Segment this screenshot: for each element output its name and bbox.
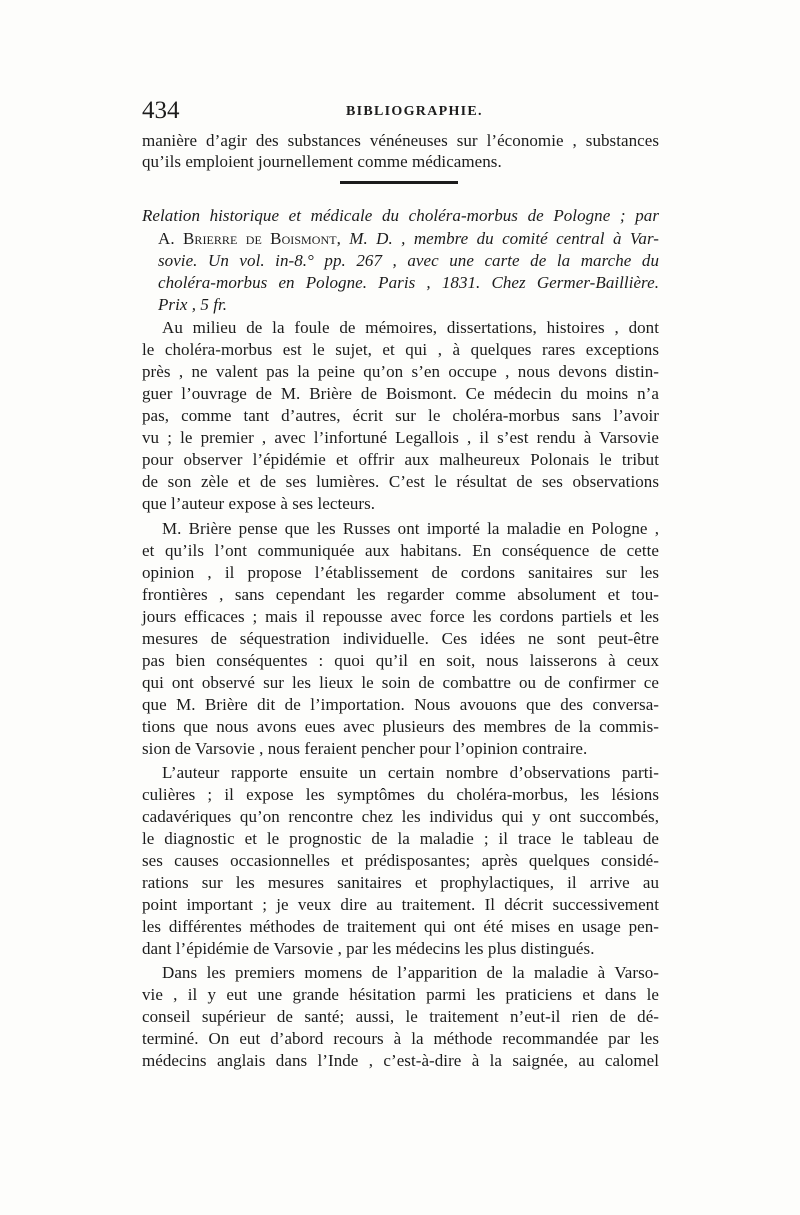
body-line: pas, comme tant d’autres, écrit sur le choléra-morbus sans l’avoir [142,406,659,425]
body-line: tions que nous avons eues avec plusieurs des membres de la commis- [142,717,659,736]
page-number: 434 [142,97,180,124]
body-line: culières ; il expose les symptômes du choléra-morbus, les lésions [142,785,659,804]
body-line: les différentes méthodes de traitement qui ont été mises en usage pen- [142,917,659,936]
body-line: L’auteur rapporte ensuite un certain nombre d’observations parti- [162,763,659,782]
citation-publisher-line: choléra-morbus en Pologne. Paris , 1831. Chez Germer-Baillière. [158,273,659,292]
body-line: point important ; je veux dire au traitement. Il décrit successivement [142,895,659,914]
body-line: pour observer l’épidémie et offrir aux malheureux Polonais le tribut [142,450,659,469]
body-line: sion de Varsovie , nous feraient pencher pour l’opinion contraire. [142,739,588,758]
body-line: près , ne valent pas la peine qu’on s’en occupe , nous devons distin- [142,362,659,381]
body-line: que l’auteur expose à ses lecteurs. [142,494,376,513]
citation-author: A. Brierre de Boismont, [158,229,341,248]
running-head: BIBLIOGRAPHIE. [346,104,483,119]
page-header [142,96,667,126]
body-line: guer l’ouvrage de M. Brière de Boismont. Ce médecin du moins n’a [142,384,659,403]
body-line: de son zèle et de ses lumières. C’est le résultat de ses observations [142,472,659,491]
body-line: vie , il y eut une grande hésitation parmi les praticiens et dans le [142,985,659,1004]
citation-author-rest: M. D. , membre du comité central à Var- [340,229,659,248]
body-line: que M. Brière dit de l’importation. Nous avouons que des conversa- [142,695,659,714]
body-line: cadavériques qu’on rencontre chez les individus qui y ont succombés, [142,807,659,826]
body-line: mesures de séquestration individuelle. Ces idées ne sont peut-être [142,629,659,648]
citation-price-line: Prix , 5 fr. [158,295,228,314]
body-line: conseil supérieur de santé; aussi, le traitement n’eut-il rien de dé- [142,1007,659,1026]
body-line: Dans les premiers momens de l’apparition de la maladie à Varso- [162,963,659,982]
body-line: Au milieu de la foule de mémoires, dissertations, histoires , dont [162,318,659,337]
body-line: frontières , sans cependant les regarder comme absolument et tou- [142,585,659,604]
citation-details-line: sovie. Un vol. in-8.° pp. 267 , avec une carte de la marche du [158,251,659,270]
body-line: M. Brière pense que les Russes ont importé la maladie en Pologne , [162,519,659,538]
body-line: médecins anglais dans l’Inde , c’est-à-dire à la saignée, au calomel [142,1051,659,1070]
body-line: pas bien conséquentes : quoi qu’il en soit, nous laisserons à ceux [142,651,659,670]
body-line: ses causes occasionnelles et prédisposantes; après quelques considé- [142,851,659,870]
prev-section-line: manière d’agir des substances vénéneuses sur l’économie , substances [142,131,659,150]
prev-section-line: qu’ils emploient journellement comme médicamens. [142,152,502,171]
body-line: opinion , il propose l’établissement de cordons sanitaires sur les [142,563,659,582]
body-line: dant l’épidémie de Varsovie , par les médecins les plus distingués. [142,939,595,958]
section-divider [340,181,458,184]
body-line: vu ; le premier , avec l’infortuné Legallois , il s’est rendu à Varsovie [142,428,659,447]
body-line: terminé. On eut d’abord recours à la méthode recommandée par les [142,1029,659,1048]
body-line: qui ont observé sur les lieux le soin de combattre ou de confirmer ce [142,673,659,692]
body-line: le diagnostic et le prognostic de la maladie ; il trace le tableau de [142,829,659,848]
citation-author-line [158,228,659,250]
body-line: jours efficaces ; mais il repousse avec force les cordons partiels et les [142,607,659,626]
citation-title-line: Relation historique et médicale du choléra-morbus de Pologne ; par [142,206,659,225]
body-line: rations sur les mesures sanitaires et prophylactiques, il arrive au [142,873,659,892]
body-line: le choléra-morbus est le sujet, et qui , à quelques rares exceptions [142,340,659,359]
body-line: et qu’ils l’ont communiquée aux habitans. En conséquence de cette [142,541,659,560]
